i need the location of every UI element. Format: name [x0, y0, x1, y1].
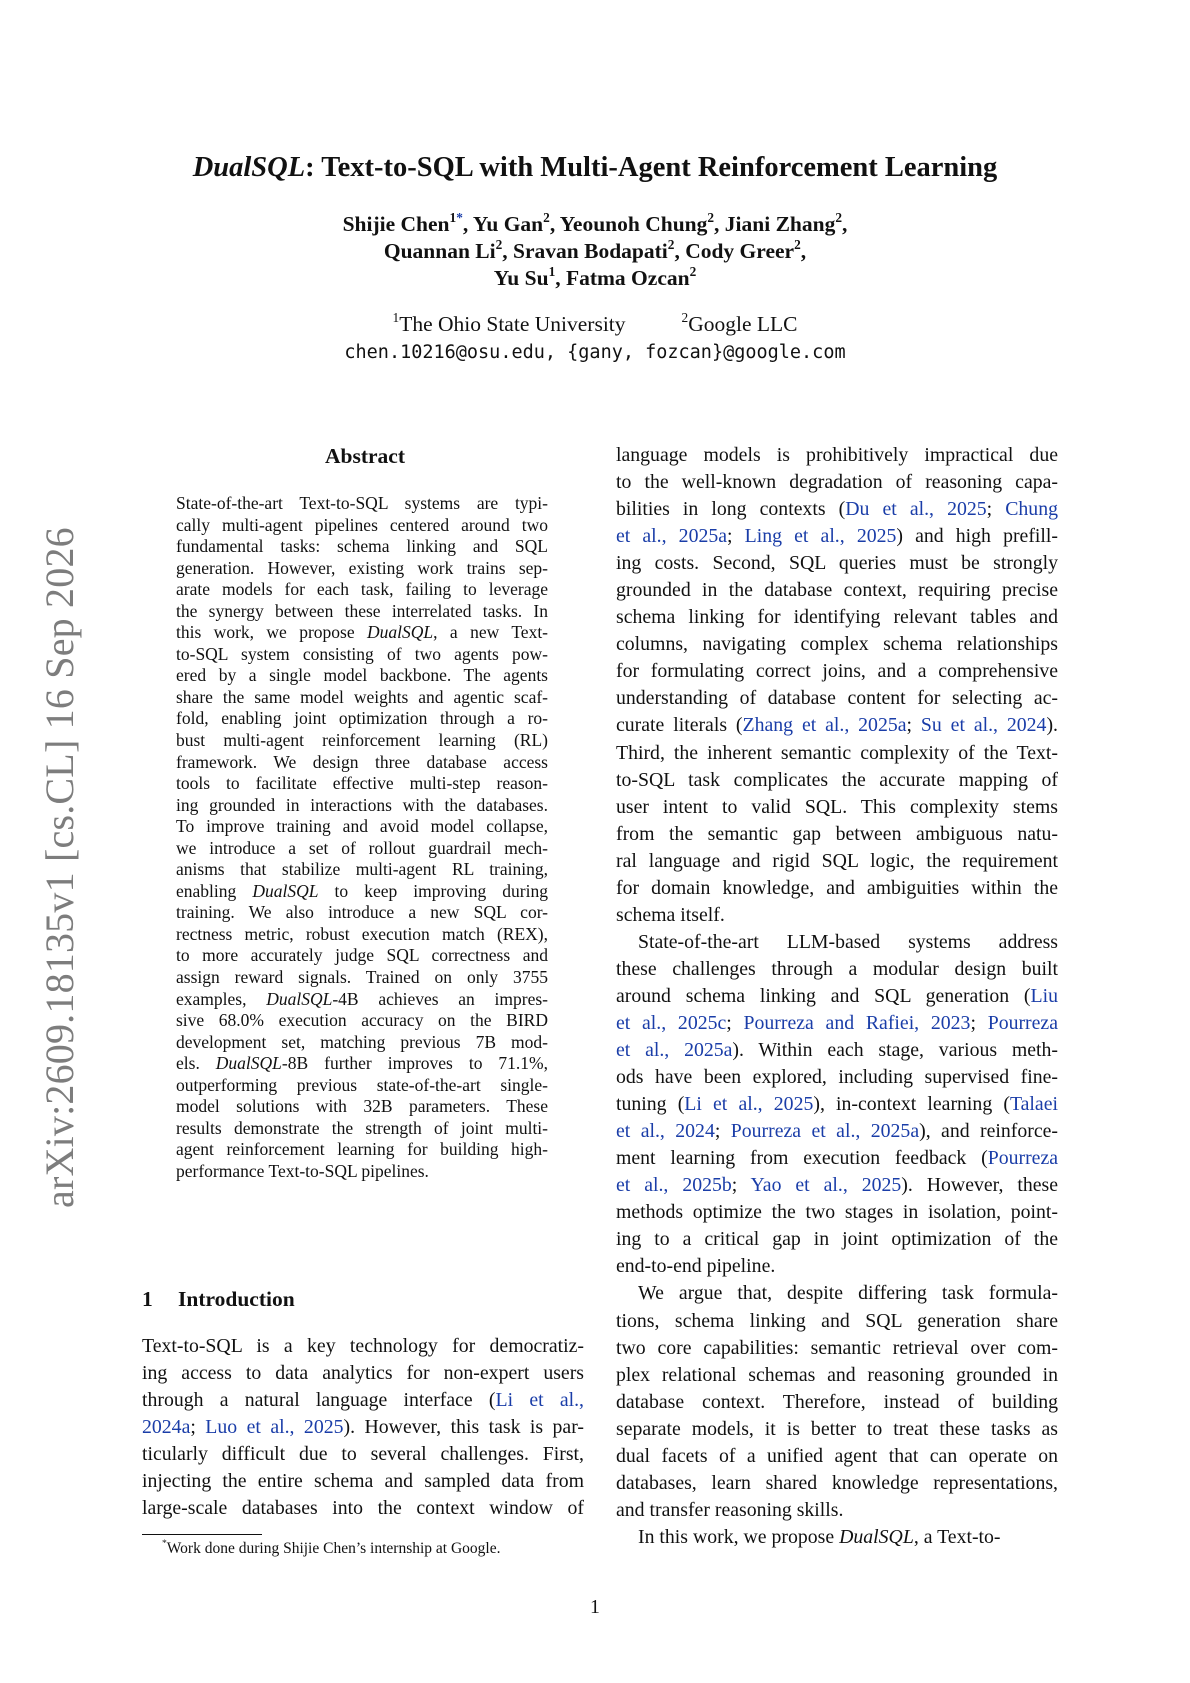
text-line: rectness metric, robust execution match (REX), [176, 923, 548, 944]
affiliation-marker: 1 [548, 263, 556, 279]
footnote-mark: * [162, 1537, 167, 1549]
text-line: to more accurately judge SQL correctness and [176, 945, 548, 966]
affiliation-marker: 2 [543, 209, 550, 225]
text-line: ment learning from execution feedback (Pourreza [616, 1147, 1058, 1170]
text-line: we introduce a set of rollout guardrail mech- [176, 837, 548, 858]
text-line: to the well-known degradation of reasoning capa- [616, 471, 1058, 494]
text-line: grounded in the database context, requiring precise [616, 579, 1058, 602]
system-name: DualSQL [839, 1525, 914, 1548]
text-line: agent reinforcement learning for building high- [176, 1139, 548, 1160]
author-name: Shijie Chen$^{1*}$ [342, 209, 463, 236]
citation-link[interactable]: Su et al., 2024 [920, 714, 1047, 737]
text-line: ing to a critical gap in joint optimization of the [616, 1228, 1058, 1251]
text-line: State-of-the-art Text-to-SQL systems are typi- [176, 493, 548, 513]
author-name: Cody Greer$^2$ [685, 236, 801, 263]
text-line: ral language and rigid SQL logic, the requirement [616, 849, 1058, 872]
text-line: State-of-the-art LLM-based systems address [638, 930, 1058, 953]
introduction-left-column [142, 1333, 584, 1522]
author-line-3: Yu Su$^1$, Fatma Ozcan$^2$ [493, 263, 697, 290]
text-line: arate models for each task, failing to leverage [176, 579, 548, 600]
author-name: Quannan Li$^2$ [383, 236, 503, 263]
citation-link[interactable]: Li et al., 2025 [684, 1093, 814, 1116]
text-line: ing costs. Second, SQL queries must be strongly [616, 552, 1058, 575]
text-line: columns, navigating complex schema relationships [616, 633, 1058, 656]
text-line: We argue that, despite differing task formula- [638, 1282, 1058, 1305]
text-line: understanding of database content for selecting ac- [616, 687, 1058, 710]
text-line: els. DualSQL-8B further improves to 71.1%, [176, 1053, 548, 1074]
text-line: the synergy between these interrelated tasks. In [176, 600, 548, 621]
text-line: user intent to valid SQL. This complexity stems [616, 795, 1058, 818]
paper-title-system-name: DualSQL [192, 152, 306, 183]
text-line: methods optimize the two stages in isolation, point- [616, 1201, 1058, 1224]
text-line: from the semantic gap between ambiguous natu- [616, 822, 1058, 845]
text-line: et al., 2025a; Ling et al., 2025) and high prefill- [616, 525, 1058, 548]
text-line: share the same model weights and agentic scaf- [176, 686, 548, 707]
text-line: databases, learn shared knowledge representations, [616, 1471, 1058, 1494]
text-line: for formulating correct joins, and a comprehensive [616, 660, 1058, 683]
affiliation-marker: 2 [835, 209, 843, 225]
text-line: schema itself. [616, 903, 725, 926]
text-line: separate models, it is better to treat these tasks as [616, 1417, 1058, 1440]
text-line: tools to facilitate effective multi-step reason- [176, 773, 548, 794]
page-number: 1 [590, 1596, 600, 1618]
text-line: injecting the entire schema and sampled data from [142, 1470, 584, 1493]
citation-link[interactable]: Pourreza [987, 1147, 1058, 1170]
footnote-rule [142, 1534, 262, 1535]
text-line: assign reward signals. Trained on only 3755 [176, 967, 548, 988]
paper-title-rest: : Text-to-SQL with Multi-Agent Reinforcement Learning [305, 152, 998, 183]
footnote-text: Work done during Shijie Chen’s internship at Google. [166, 1540, 501, 1557]
text-line: outperforming previous state-of-the-art single- [176, 1074, 548, 1095]
text-line: tuning (Li et al., 2025), in-context learning (Talaei [616, 1093, 1058, 1116]
citation-link[interactable]: Yao et al., 2025 [750, 1174, 902, 1197]
citation-link[interactable]: Chung [1005, 498, 1058, 521]
author-emails: chen.10216@osu.edu, {gany, fozcan}@google.com [344, 342, 846, 363]
text-line: anisms that stabilize multi-agent RL training, [176, 859, 548, 880]
text-line: model solutions with 32B parameters. These [176, 1096, 548, 1117]
affiliation-2: $^2$Google LLC [681, 309, 798, 336]
affiliations [0, 309, 1190, 337]
text-line: bust multi-agent reinforcement learning (RL) [176, 730, 548, 751]
citation-link[interactable]: Luo et al., 2025 [205, 1416, 344, 1439]
paragraph [616, 1280, 1058, 1523]
introduction-right-column [616, 442, 1058, 1551]
author-line-2: Quannan Li$^2$, Sravan Bodapati$^2$, Cody Greer$^2$, [383, 236, 807, 263]
citation-link[interactable]: Liu [1030, 984, 1058, 1007]
author-name: Yu Gan$^2$ [472, 209, 550, 236]
text-line: results demonstrate the strength of joint multi- [176, 1117, 548, 1138]
affiliation-marker: 1* [449, 209, 463, 225]
author-name: Jiani Zhang$^2$ [724, 209, 843, 236]
affiliation-marker: 2 [667, 236, 675, 252]
system-name: DualSQL [252, 880, 319, 901]
text-line: curate literals (Zhang et al., 2025a; Su et al., 2024). [616, 714, 1058, 737]
author-line-1: Shijie Chen$^{1*}$, Yu Gan$^2$, Yeounoh Chung$^2$, Jiani Zhang$^2$, [342, 209, 848, 236]
text-line: fundamental tasks: schema linking and SQL [176, 536, 548, 557]
author-name: Yeounoh Chung$^2$ [559, 209, 715, 236]
paragraph [616, 1524, 1058, 1551]
text-line: tions, schema linking and SQL generation share [616, 1309, 1058, 1332]
citation-link[interactable]: et al., 2025c [616, 1011, 727, 1034]
author-name: Fatma Ozcan$^2$ [565, 263, 697, 290]
text-line: these challenges through a modular design built [616, 957, 1058, 980]
citation-link[interactable]: Li et al., [495, 1389, 585, 1412]
citation-link[interactable]: et al., 2025b [616, 1174, 732, 1197]
text-line: around schema linking and SQL generation (Liu [616, 984, 1058, 1007]
text-line: ods have been explored, including supervised fine- [616, 1066, 1058, 1089]
text-line: plex relational schemas and reasoning grounded in [616, 1363, 1058, 1386]
citation-link[interactable]: Pourreza et al., 2025a [730, 1120, 920, 1143]
text-line: database context. Therefore, instead of building [616, 1390, 1058, 1413]
affiliation-1: $^1$The Ohio State University [392, 309, 626, 336]
affiliation-marker: 2 [495, 236, 503, 252]
text-line: language models is prohibitively impractical due [616, 444, 1058, 466]
paper-title [0, 152, 1190, 184]
abstract-body [176, 493, 548, 1183]
abstract-heading: Abstract [324, 444, 405, 468]
text-line: generation. However, existing work trains sep- [176, 557, 548, 578]
text-line: To improve training and avoid model collapse, [176, 816, 548, 837]
text-line: 2024a; Luo et al., 2025). However, this task is par- [142, 1416, 584, 1439]
text-line: to-SQL task complicates the accurate mapping of [616, 768, 1058, 791]
citation-link[interactable]: Pourreza and Rafiei, 2023 [743, 1011, 971, 1034]
citation-link[interactable]: et al., 2025a [616, 525, 728, 548]
text-line: ing access to data analytics for non-expert users [142, 1362, 584, 1385]
author-name: Yu Su$^1$ [493, 263, 556, 290]
citation-link[interactable]: Talaei [1009, 1093, 1058, 1116]
text-line: ered by a single model backbone. The agents [176, 665, 548, 686]
paragraph [616, 442, 1058, 929]
section-heading-introduction [142, 1287, 295, 1312]
affiliation-marker: 2 [794, 236, 801, 252]
citation-link[interactable]: et al., 2025a [616, 1039, 733, 1062]
author-name: Sravan Bodapati$^2$ [513, 236, 675, 263]
text-line: schema linking for identifying relevant tables and [616, 606, 1058, 629]
text-line: et al., 2025b; Yao et al., 2025). However, these [616, 1174, 1058, 1197]
paragraph [616, 929, 1058, 1281]
text-line: two core capabilities: semantic retrieval over com- [616, 1336, 1058, 1359]
system-name: DualSQL [367, 622, 434, 643]
affiliation-marker: 2 [689, 263, 697, 279]
arxiv-stamp: arXiv:2609.18135v1 [cs.CL] 16 Sep 2026 [37, 527, 82, 1208]
text-line: sive 68.0% execution accuracy on the BIRD [176, 1010, 548, 1031]
text-line: cally multi-agent pipelines centered around two [176, 514, 548, 535]
text-line: dual facets of a unified agent that can operate on [616, 1444, 1058, 1467]
text-line: framework. We design three database access [176, 751, 548, 772]
footnote [162, 1537, 501, 1558]
citation-link[interactable]: et al., 2024 [616, 1120, 715, 1143]
text-line: end-to-end pipeline. [616, 1255, 776, 1278]
text-line: through a natural language interface (Li et al., [142, 1389, 585, 1412]
text-line: et al., 2025c; Pourreza and Rafiei, 2023; Pourreza [616, 1011, 1058, 1034]
text-line: enabling DualSQL to keep improving during [176, 880, 548, 901]
text-line: training. We also introduce a new SQL cor- [176, 902, 548, 923]
text-line: and transfer reasoning skills. [616, 1498, 844, 1521]
text-line: Text-to-SQL is a key technology for democratiz- [142, 1335, 584, 1357]
text-line: et al., 2024; Pourreza et al., 2025a), and reinforce- [616, 1120, 1059, 1143]
citation-link[interactable]: Zhang et al., 2025a [742, 714, 907, 737]
text-line: et al., 2025a). Within each stage, various meth- [616, 1039, 1058, 1062]
citation-link[interactable]: 2024a [142, 1416, 191, 1439]
text-line: In this work, we propose DualSQL, a Text-to- [638, 1525, 1001, 1548]
section-title: Introduction [178, 1287, 295, 1311]
text-line: examples, DualSQL-4B achieves an impres- [176, 988, 548, 1009]
text-line: Third, the inherent semantic complexity of the Text- [616, 741, 1058, 764]
text-line: for domain knowledge, and ambiguities within the [616, 876, 1058, 899]
citation-link[interactable]: Du et al., 2025 [845, 498, 987, 521]
text-line: to-SQL system consisting of two agents pow- [176, 643, 548, 664]
text-line: performance Text-to-SQL pipelines. [176, 1160, 429, 1181]
citation-link[interactable]: Pourreza [987, 1011, 1058, 1034]
text-line: fold, enabling joint optimization through a ro- [176, 708, 548, 729]
text-line: this work, we propose DualSQL, a new Text- [176, 622, 549, 643]
text-line: ing grounded in interactions with the databases. [176, 794, 548, 815]
text-line: large-scale databases into the context window of [142, 1497, 584, 1520]
system-name: DualSQL [266, 988, 333, 1009]
citation-link[interactable]: Ling et al., 2025 [744, 525, 897, 548]
text-line: bilities in long contexts (Du et al., 2025; Chung [616, 498, 1058, 521]
text-line: ticularly difficult due to several challenges. First, [142, 1443, 584, 1466]
system-name: DualSQL [215, 1053, 282, 1074]
text-line: development set, matching previous 7B mod- [176, 1031, 548, 1052]
section-number: 1 [142, 1287, 153, 1311]
affiliation-marker: 2 [707, 209, 715, 225]
